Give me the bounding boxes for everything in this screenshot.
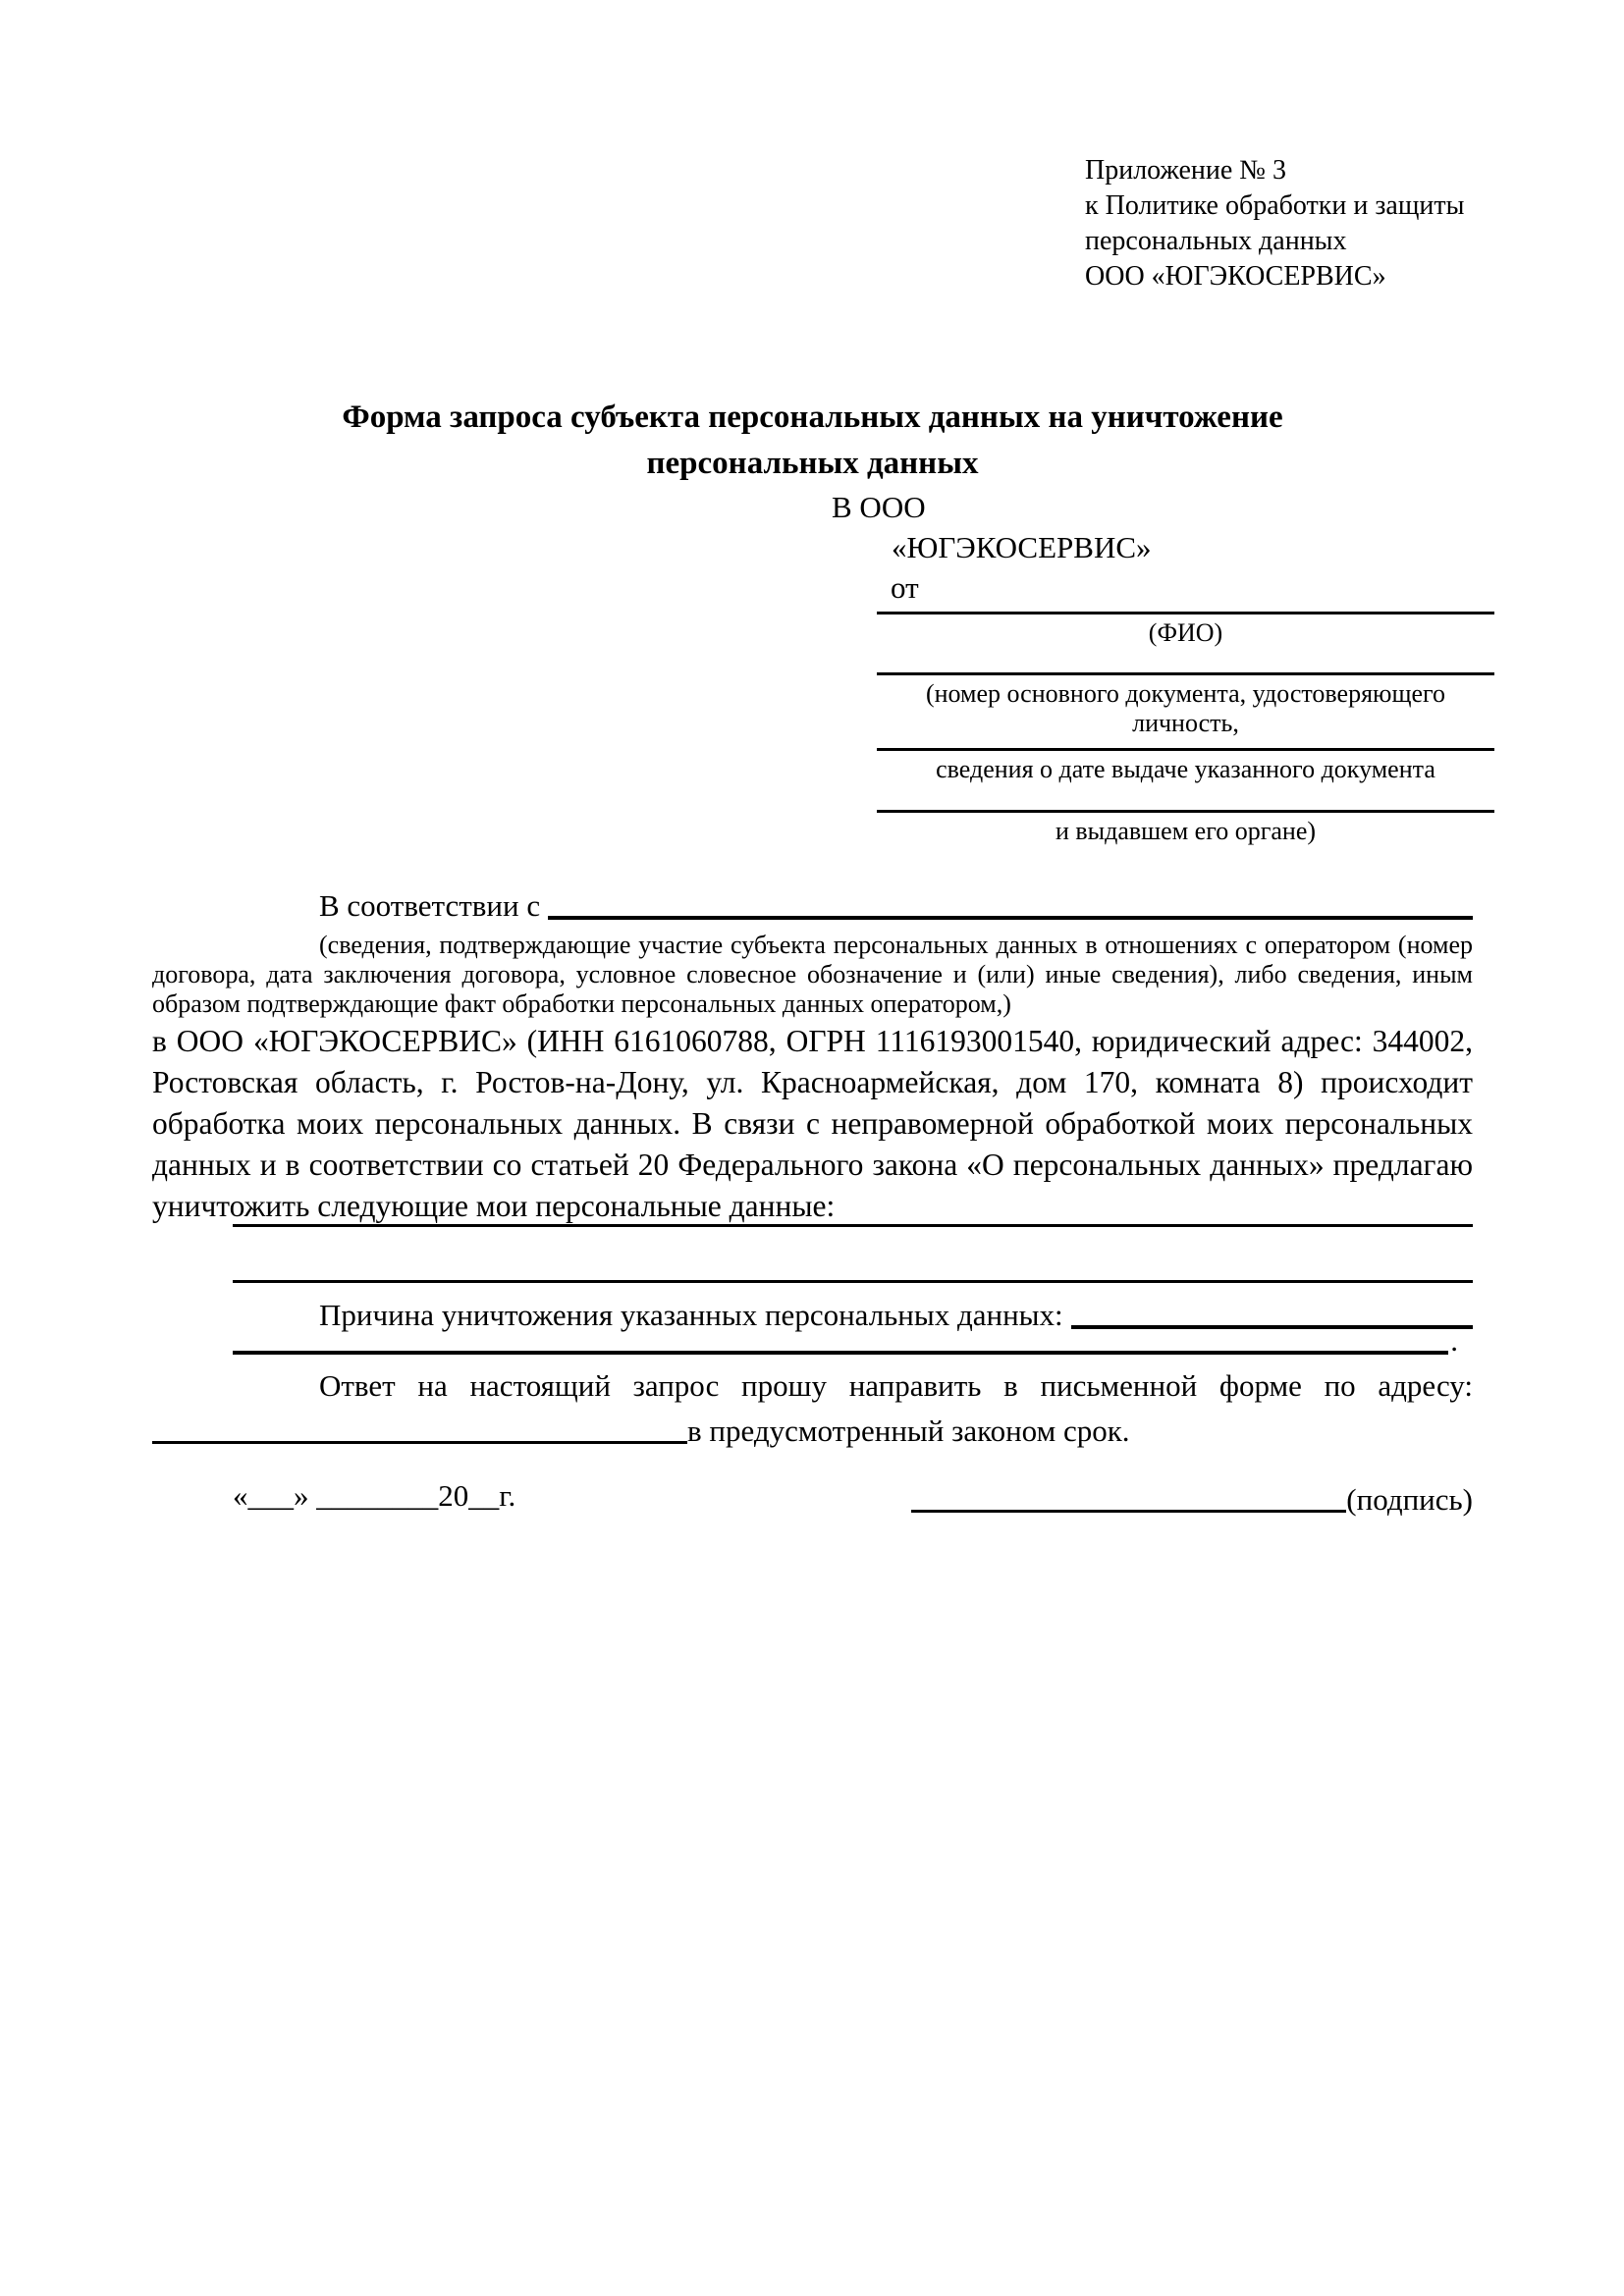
signature-row xyxy=(911,1478,1473,1518)
data-blank-line-2 xyxy=(233,1280,1473,1283)
signature-caption: (подпись) xyxy=(1346,1482,1473,1517)
signature-blank-line xyxy=(911,1510,1346,1513)
reason-row-2 xyxy=(233,1325,1458,1359)
response-suffix: в предусмотренный законом срок. xyxy=(687,1414,1130,1448)
fio-blank-line xyxy=(877,612,1494,614)
address-blank-line xyxy=(152,1441,687,1444)
document-title-line-1: Форма запроса субъекта персональных данных на уничтожение xyxy=(342,400,1283,435)
issue-date-caption: сведения о дате выдаче указанного документа xyxy=(936,755,1435,783)
document-title xyxy=(152,395,1473,487)
addressee-from: от xyxy=(891,570,919,605)
addressee-company: «ЮГЭКОСЕРВИС» xyxy=(892,530,1152,564)
reason-period: . xyxy=(1450,1323,1458,1358)
appendix-company: ООО «ЮГЭКОСЕРВИС» xyxy=(1085,261,1386,292)
issuing-authority-blank-line xyxy=(877,810,1494,813)
id-number-blank-line xyxy=(877,672,1494,675)
reason-blank-line-2 xyxy=(233,1351,1448,1355)
data-blank-line-1 xyxy=(233,1224,1473,1227)
date-line: «___» ________20__г. xyxy=(233,1478,516,1513)
response-line: Ответ на настоящий запрос прошу направить в письменной форме по адресу: xyxy=(319,1368,1473,1403)
appendix-policy-line: к Политике обработки и защиты xyxy=(1085,190,1465,221)
accordance-note: (сведения, подтверждающие участие субъекта персональных данных в отношениях с оператором (номер договора, дата заключения договора, условное словесное обозначение и (или) иные сведения), либо сведения, иным образом подтверждающие факт обработки персональных данных оператором,) xyxy=(152,931,1473,1018)
accordance-label: В соответствии с xyxy=(319,888,541,923)
addressee-to: В ООО xyxy=(832,490,926,524)
id-number-caption: (номер основного документа, удостоверяющего личность, xyxy=(925,679,1446,737)
issue-date-blank-line xyxy=(877,748,1494,751)
response-row-2 xyxy=(152,1414,1473,1449)
body-paragraph: в ООО «ЮГЭКОСЕРВИС» (ИНН 6161060788, ОГРН 1116193001540, юридический адрес: 344002, Ростовская область, г. Ростов-на-Дону, ул. Красноармейская, дом 170, комната 8) происходит обработка моих персональных данных. В связи с неправомерной обработкой моих персональных данных и в соответствии со статьей 20 Федерального закона «О персональных данных» предлагаю уничтожить следующие мои персональные данные: xyxy=(152,1024,1473,1223)
document-title-line-2: персональных данных xyxy=(646,446,979,481)
appendix-header xyxy=(1085,153,1464,294)
appendix-policy-line-2: персональных данных xyxy=(1085,226,1347,256)
reason-label: Причина уничтожения указанных персональных данных: xyxy=(319,1298,1063,1332)
accordance-blank-line xyxy=(548,916,1473,920)
fio-caption: (ФИО) xyxy=(1148,618,1223,647)
issuing-authority-caption: и выдавшем его органе) xyxy=(1055,817,1317,845)
appendix-number: Приложение № 3 xyxy=(1085,155,1286,186)
accordance-row xyxy=(319,884,1473,924)
